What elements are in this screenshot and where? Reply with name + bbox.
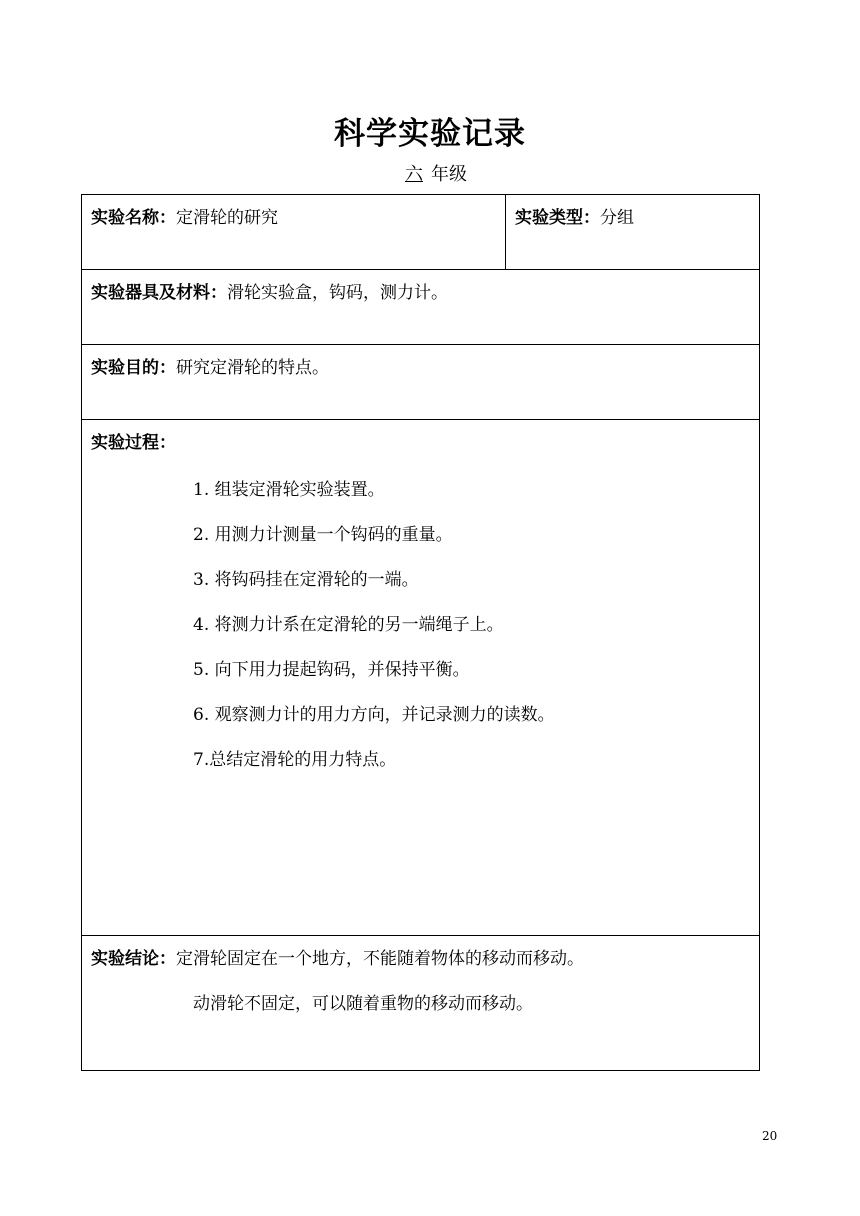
process-cell — [82, 420, 759, 935]
name-type-row — [82, 195, 759, 270]
materials-label: 实验器具及材料： — [91, 283, 227, 303]
experiment-type-label: 实验类型： — [515, 208, 600, 228]
page-title: 科学实验记录 — [334, 116, 526, 152]
process-step: 7.总结定滑轮的用力特点。 — [193, 750, 397, 770]
conclusion-cell — [82, 936, 759, 1070]
process-step: 4. 将测力计系在定滑轮的另一端绳子上。 — [193, 615, 504, 635]
experiment-type-cell — [506, 195, 759, 269]
experiment-name-cell — [82, 195, 506, 269]
process-step: 1. 组装定滑轮实验装置。 — [193, 480, 385, 500]
process-steps-list — [193, 478, 555, 793]
process-step: 2. 用测力计测量一个钩码的重量。 — [193, 525, 453, 545]
purpose-value: 研究定滑轮的特点。 — [176, 358, 329, 378]
purpose-row — [82, 345, 759, 420]
materials-cell — [82, 270, 759, 344]
grade-line — [0, 160, 860, 186]
page-number: 20 — [762, 1129, 778, 1143]
purpose-label: 实验目的： — [91, 358, 176, 378]
materials-row — [82, 270, 759, 345]
process-step: 3. 将钩码挂在定滑轮的一端。 — [193, 570, 419, 590]
conclusion-line-1: 定滑轮固定在一个地方，不能随着物体的移动而移动。 — [176, 949, 584, 969]
conclusion-line-2: 动滑轮不固定，可以随着重物的移动而移动。 — [193, 994, 533, 1014]
conclusion-row — [82, 936, 759, 1070]
process-label: 实验过程： — [91, 433, 176, 453]
process-step: 5. 向下用力提起钩码，并保持平衡。 — [193, 660, 470, 680]
grade-suffix: 年级 — [431, 164, 467, 185]
process-step: 6. 观察测力计的用力方向，并记录测力的读数。 — [193, 705, 555, 725]
purpose-cell — [82, 345, 759, 419]
grade-number: 六 — [405, 164, 423, 185]
experiment-type-value: 分组 — [600, 208, 634, 228]
experiment-record-table — [81, 194, 760, 1071]
process-row — [82, 420, 759, 936]
conclusion-label: 实验结论： — [91, 949, 176, 969]
experiment-name-label: 实验名称： — [91, 208, 176, 228]
materials-value: 滑轮实验盒，钩码，测力计。 — [227, 283, 448, 303]
experiment-name-value: 定滑轮的研究 — [176, 208, 278, 228]
